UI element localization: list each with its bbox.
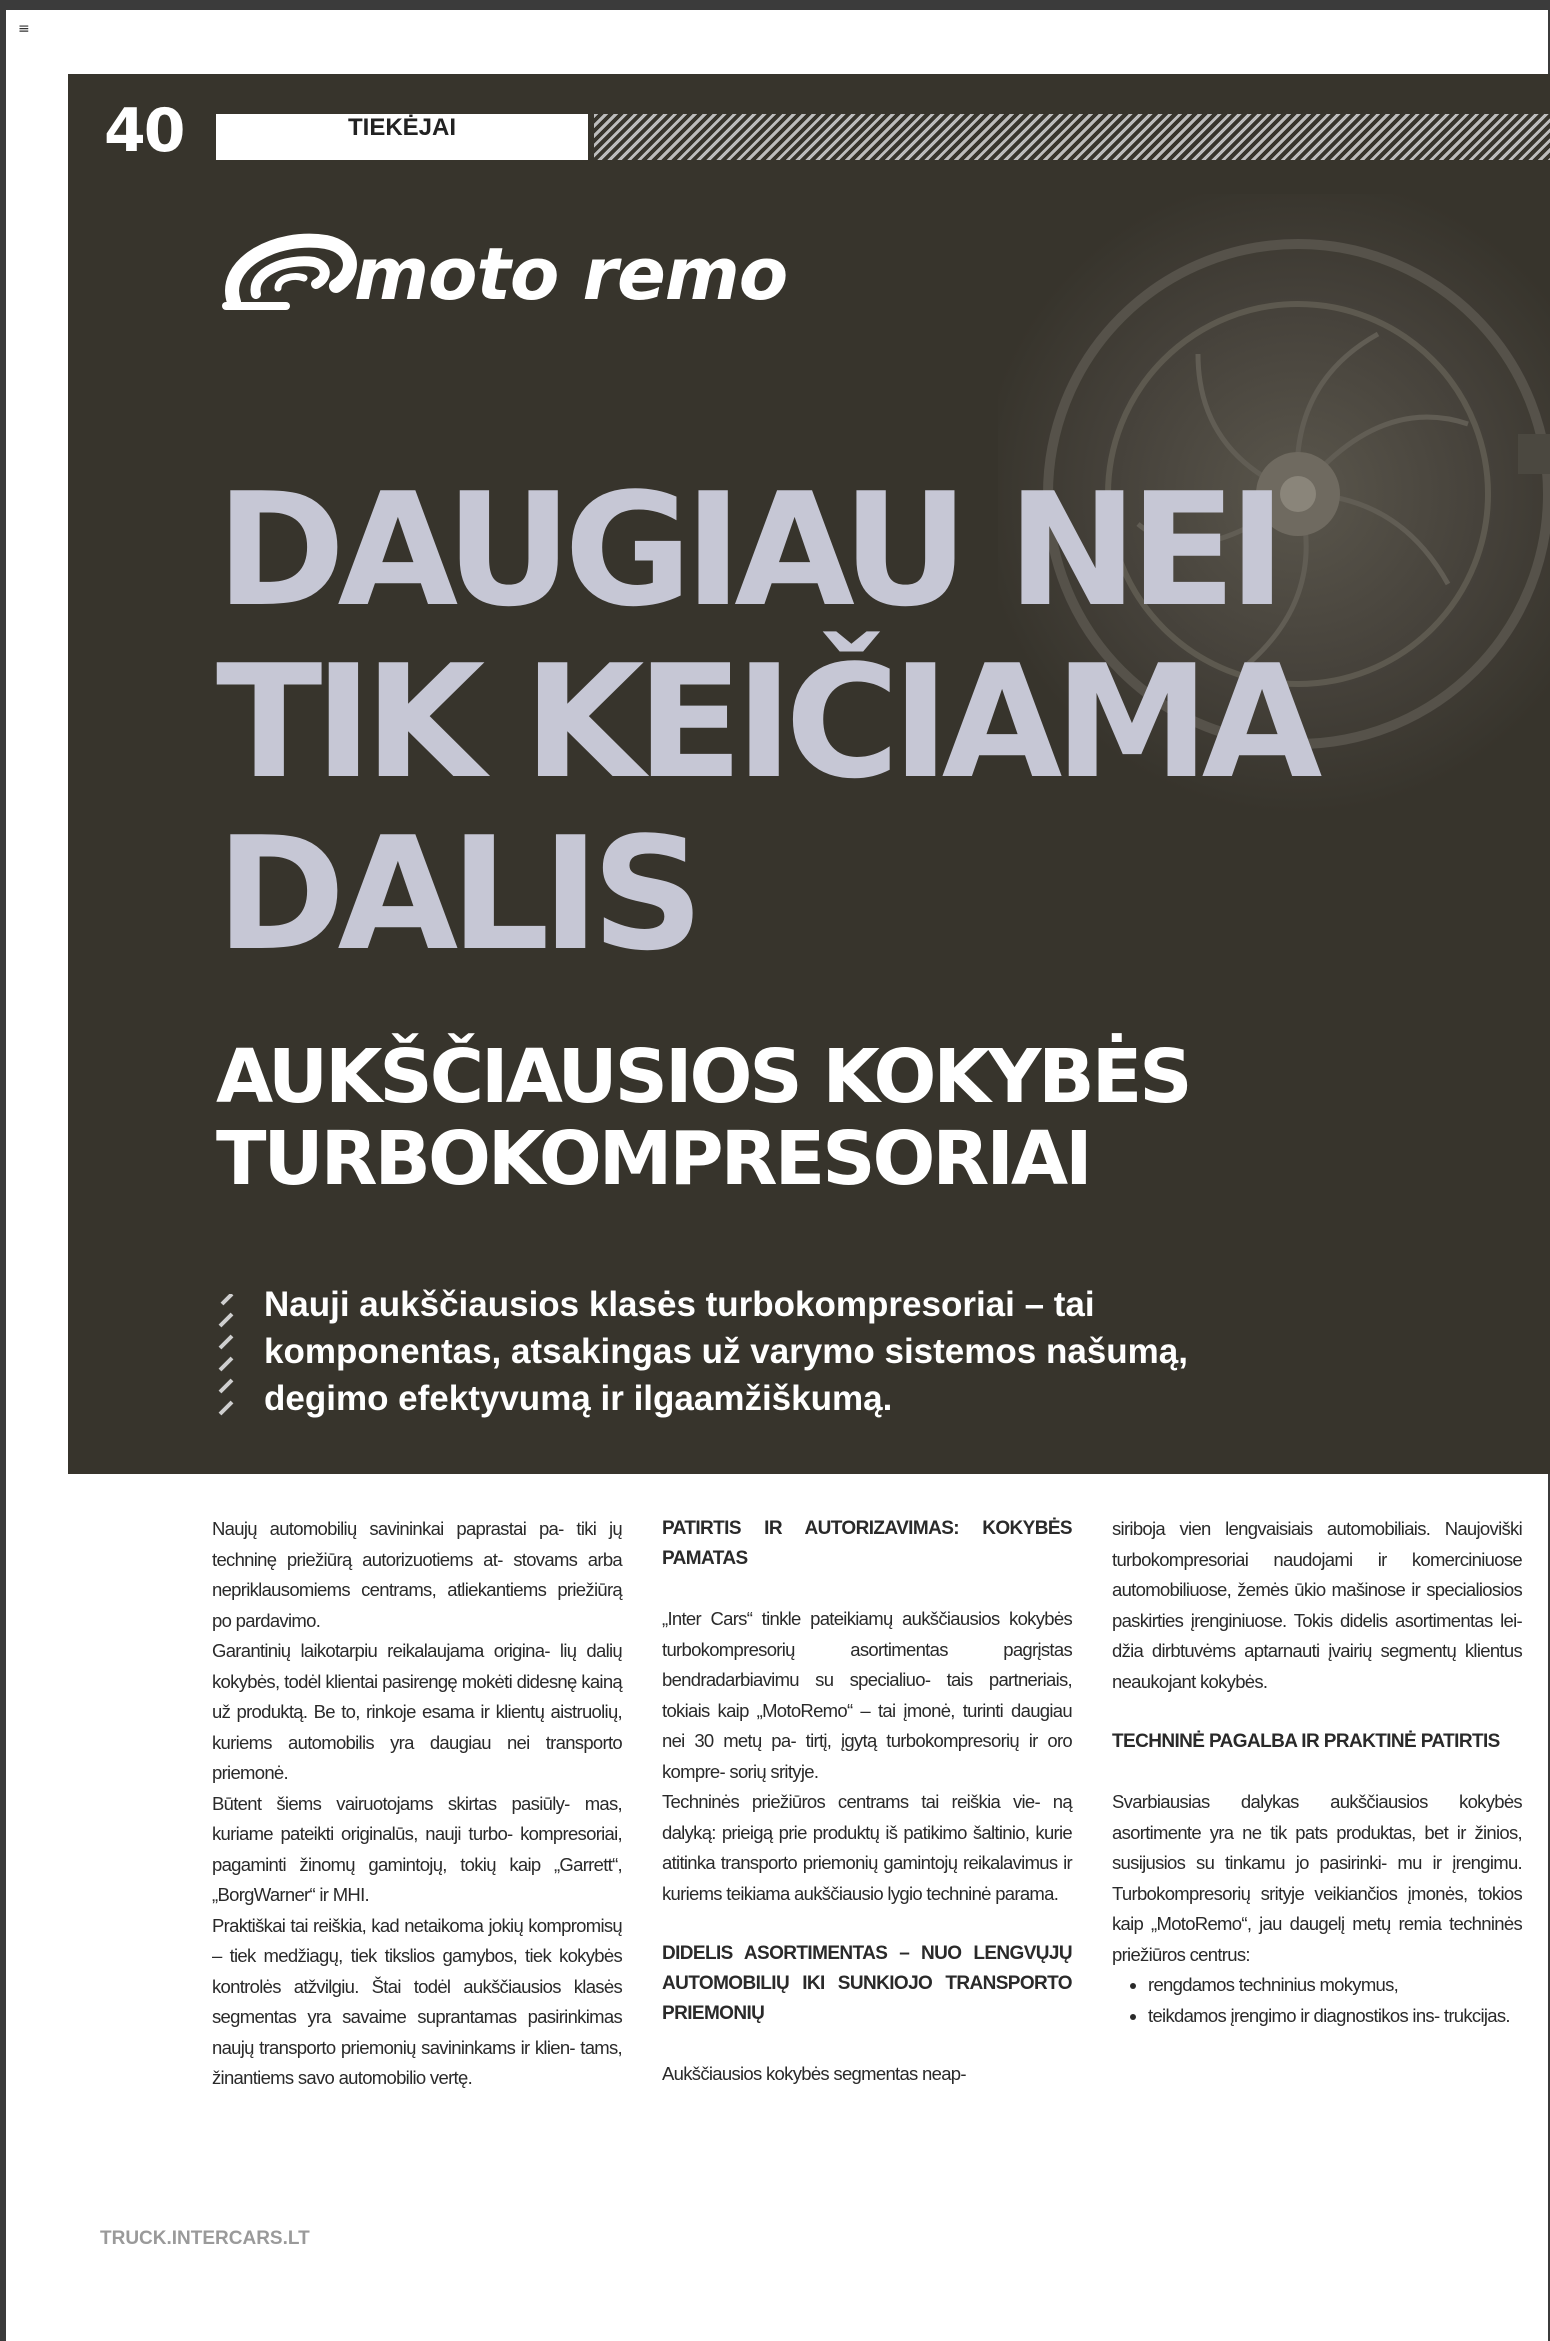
- paragraph: siriboja vien lengvaisiais automobiliais. Naujoviški turbokompresoriai naudojami ir komerciniuose automobiliuose, žemės ūkio mašinose ir specialiosios paskirties įrenginiuose. Tokis didelis asortimentas lei- džia dirbtuvėms aptarnauti įvairių segmentų klientus neaukojant kokybės.: [1112, 1518, 1522, 1692]
- headline-line: TIK KEIČIAMA: [216, 631, 1315, 813]
- paragraph: Garantinių laikotarpiu reikalaujama origina- lių dalių kokybės, todėl klientai pasirengę mokėti didesnę kainą už produktą. Be to, rinkoje esama ir klientų aistruolių, kuriems automobilis yra daugiau nei transporto priemonė.: [212, 1640, 622, 1783]
- paragraph: Būtent šiems vairuotojams skirtas pasiūly- mas, kuriame pateikti originalūs, nauji turbo- kompresoriai, pagaminti žinomų gamintojų, tokių kaip „Garrett“, „BorgWarner“ ir MHI.: [212, 1792, 622, 1905]
- lead-line: Nauji aukščiausios klasės turbokompresoriai – tai: [264, 1285, 1095, 1324]
- lead-paragraph: [264, 1281, 1444, 1422]
- lead-line: komponentas, atsakingas už varymo sistemos našumą,: [264, 1332, 1188, 1371]
- paragraph: „Inter Cars“ tinkle pateikiamų aukščiausios kokybės turbokompresorių asortimentas pagrįstas bendradarbiavimu su specialiuo- tais partneriais, tokiais kaip „MotoRemo“ – tai įmonė, turinti daugiau nei 30 metų pa- tirtį, įgytą turbokompresorių ir oro kompre- sorių srityje.: [662, 1608, 1072, 1782]
- headline: [216, 459, 1315, 985]
- bullet-list: [1112, 1970, 1522, 2031]
- paragraph: Aukščiausios kokybės segmentas neap-: [662, 2063, 966, 2084]
- lead-line: degimo efektyvumą ir ilgaamžiškumą.: [264, 1379, 893, 1418]
- lead-slash-marks: [214, 1294, 238, 1429]
- section-label: TIEKĖJAI: [347, 114, 457, 141]
- list-item: • teikdamos įrengimo ir diagnostikos ins- trukcijas.: [1148, 2001, 1522, 2032]
- list-item: • rengdamos techninius mokymus,: [1148, 1970, 1522, 2001]
- magazine-page: [6, 10, 1548, 2341]
- brand-name: moto remo: [354, 232, 788, 316]
- section-heading: DIDELIS ASORTIMENTAS – NUO LENGVŲJŲ AUTOMOBILIŲ IKI SUNKIOJO TRANSPORTO PRIEMONIŲ: [662, 1943, 1072, 2024]
- headline-line: DALIS: [216, 803, 697, 985]
- subheadline-line: TURBOKOMPRESORIAI: [216, 1116, 1090, 1202]
- paragraph: Techninės priežiūros centrams tai reiškia vie- ną dalyką: prieigą prie produktų iš patikimo šaltinio, kurie atitinka transporto priemonių gamintojų reikalavimus ir kuriems teikiama aukščiausio lygio techninė parama.: [662, 1791, 1072, 1904]
- hatched-stripe-bar: [594, 114, 1550, 160]
- headline-line: DAUGIAU NEI: [216, 459, 1279, 641]
- section-heading: TECHNINĖ PAGALBA IR PRAKTINĖ PATIRTIS: [1112, 1731, 1500, 1752]
- article-column-2: [662, 1514, 1072, 2090]
- hero-banner: [68, 74, 1550, 1474]
- section-heading: PATIRTIS IR AUTORIZAVIMAS: KOKYBĖS PAMATAS: [662, 1518, 1072, 1569]
- section-tag: [216, 114, 588, 160]
- footer-url[interactable]: TRUCK.INTERCARS.LT: [100, 2228, 310, 2249]
- article-column-3: [1112, 1514, 1522, 2031]
- article-column-1: [212, 1514, 622, 2094]
- menu-icon[interactable]: ≡: [18, 21, 30, 37]
- paragraph: Praktiškai tai reiškia, kad netaikoma jokių kompromisų – tiek medžiagų, tiek tikslios gamybos, tiek kokybės kontrolės atžvilgiu. Štai todėl aukščiausios klasės segmentas yra savaime suprantamas pasirinkimas naujų transporto priemonių savininkams ir klien- tams, žinantiems savo automobilio vertę.: [212, 1914, 622, 2088]
- paragraph: Naujų automobilių savininkai paprastai pa- tiki jų techninę priežiūrą autorizuotiems at- stovams arba nepriklausomiems centrams, atliekantiems priežiūrą po pardavimo.: [212, 1518, 622, 1631]
- turbo-swirl-icon: [216, 224, 366, 324]
- subheadline: [216, 1036, 1190, 1200]
- subheadline-line: AUKŠČIAUSIOS KOKYBĖS: [216, 1034, 1190, 1120]
- page-number: 40: [104, 96, 184, 166]
- paragraph: Svarbiausias dalykas aukščiausios kokybės asortimente yra ne tik pats produktas, bet ir žinios, susijusios su tinkamu jo pasirinki- mu ir įrengimu. Turbokompresorių srityje veikiančios įmonės, tokios kaip „MotoRemo“, jau daugelį metų remia techninės priežiūros centrus:: [1112, 1791, 1522, 1965]
